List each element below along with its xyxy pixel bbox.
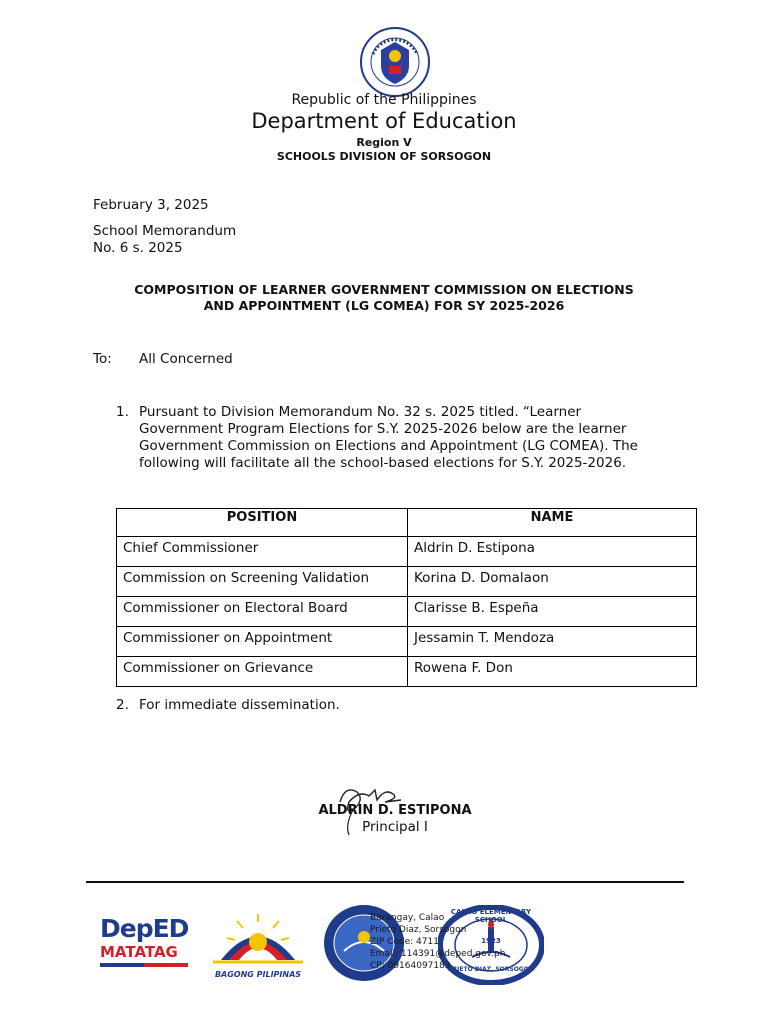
deped-logo-text: DepED <box>100 914 189 943</box>
table-header-row <box>117 509 697 537</box>
item2-text: For immediate dissemination. <box>139 697 340 713</box>
table-row <box>117 597 697 627</box>
department-name: Department of Education <box>251 109 517 133</box>
header-position: POSITION <box>117 509 408 537</box>
sun-flag-icon <box>203 908 313 966</box>
signatory-title: Principal I <box>362 819 428 835</box>
contact-line: ZIP Code: 4711 <box>370 937 439 947</box>
item1-line: following will facilitate all the school-based elections for S.Y. 2025-2026. <box>139 455 627 471</box>
school-seal-name: CALAO ELEMENTARY SCHOOL <box>450 908 532 924</box>
table-row <box>117 567 697 597</box>
to-value: All Concerned <box>139 351 233 367</box>
table-row <box>117 627 697 657</box>
matatag-logo-text: MATATAG <box>100 943 178 961</box>
footer-divider <box>86 881 684 883</box>
cell-name: Clarisse B. Espeña <box>408 597 697 627</box>
cell-name: Korina D. Domalaon <box>408 567 697 597</box>
item1-line: Government Program Elections for S.Y. 2025-2026 below are the learner <box>139 421 627 437</box>
school-seal-year: 1923 <box>481 937 501 945</box>
item1-paragraph <box>139 404 699 472</box>
cell-name: Aldrin D. Estipona <box>408 537 697 567</box>
header-name: NAME <box>408 509 697 537</box>
contact-line: Barangay, Calao <box>370 913 445 923</box>
cell-position: Commissioner on Appointment <box>117 627 408 657</box>
matatag-underline <box>100 963 188 967</box>
cell-position: Commissioner on Grievance <box>117 657 408 687</box>
table-row <box>117 537 697 567</box>
item2-number: 2. <box>116 697 129 713</box>
cell-position: Commission on Screening Validation <box>117 567 408 597</box>
contact-line: CP: 09164097183 <box>370 961 451 971</box>
comea-table <box>116 508 697 687</box>
cell-position: Chief Commissioner <box>117 537 408 567</box>
item1-line: Pursuant to Division Memorandum No. 32 s. 2025 titled. “Learner <box>139 404 582 420</box>
deped-matatag-logo <box>100 915 192 979</box>
memo-number: No. 6 s. 2025 <box>93 240 183 256</box>
cell-name: Jessamin T. Mendoza <box>408 627 697 657</box>
memo-date: February 3, 2025 <box>93 197 209 213</box>
memo-type: School Memorandum <box>93 223 237 239</box>
region-line: Region V <box>356 136 412 149</box>
contact-line: Prieto Diaz, Sorsogon <box>370 925 467 935</box>
school-seal-place: PRIETO DIAZ, SORSOGON <box>448 966 534 973</box>
bagong-pilipinas-text: BAGONG PILIPINAS <box>214 970 302 979</box>
cell-name: Rowena F. Don <box>408 657 697 687</box>
division-line: SCHOOLS DIVISION OF SORSOGON <box>276 150 492 163</box>
memo-title-line2: AND APPOINTMENT (LG COMEA) FOR SY 2025-2026 <box>203 298 565 313</box>
item1-number: 1. <box>116 404 129 420</box>
memo-title-line1: COMPOSITION OF LEARNER GOVERNMENT COMMISSION ON ELECTIONS <box>134 282 634 297</box>
table-row <box>117 657 697 687</box>
contact-line: Email: 114391@deped.gov.ph <box>370 949 506 959</box>
republic-line: Republic of the Philippines <box>291 92 477 108</box>
cell-position: Commissioner on Electoral Board <box>117 597 408 627</box>
memo-title <box>0 282 768 314</box>
contact-info <box>370 912 505 972</box>
item1-line: Government Commission on Elections and Appointment (LG COMEA). The <box>139 438 638 454</box>
deped-seal-logo <box>359 26 431 98</box>
to-label: To: <box>93 351 112 367</box>
bagong-pilipinas-logo <box>203 908 313 980</box>
signatory-name: ALDRIN D. ESTIPONA <box>318 803 472 818</box>
